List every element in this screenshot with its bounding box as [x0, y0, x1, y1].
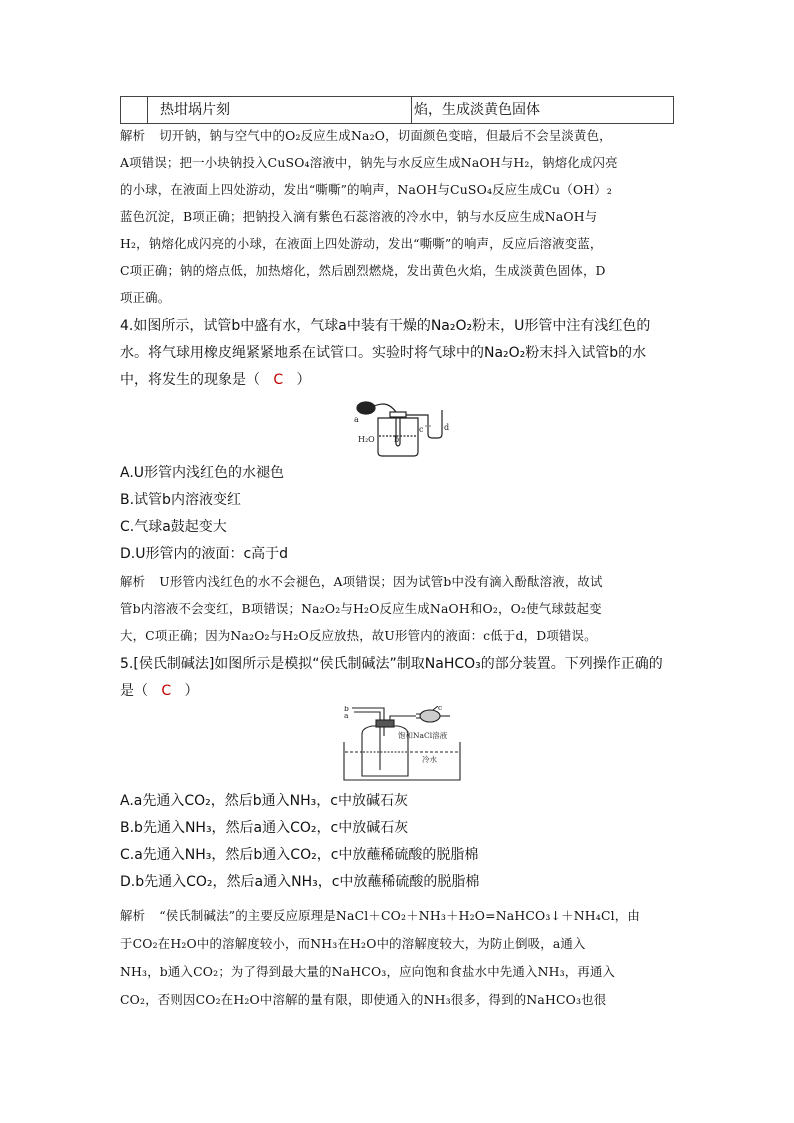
explanation-line: 解析 “侯氏制碱法”的主要反应原理是NaCl＋CO₂＋NH₃＋H₂O=NaHCO₃↓＋NH₄Cl，由 [120, 908, 640, 923]
answer-letter: C [161, 683, 172, 699]
answer-letter: C [273, 372, 284, 388]
explanation-line: H₂，钠熔化成闪亮的小球，在液面上四处游动，发出“嘶嘶”的响声，反应后溶液变蓝， [120, 236, 603, 251]
explanation-line: 的小球，在液面上四处游动，发出“嘶嘶”的响声，NaOH与CuSO₄反应生成Cu（OH）₂ [120, 182, 613, 197]
balloon-shape [357, 402, 375, 414]
explanation-label: 解析 [120, 128, 146, 143]
label-a: a [344, 711, 349, 720]
option: A.a先通入CO₂，然后b通入NH₃，c中放碱石灰 [120, 793, 408, 809]
hou-process-apparatus-figure [338, 706, 466, 784]
label-d: d [444, 423, 450, 432]
option: C.a先通入NH₃，然后b通入CO₂，c中放蘸稀硫酸的脱脂棉 [120, 847, 479, 863]
explanation-line: CO₂，否则因CO₂在H₂O中溶解的量有限，即使通入的NH₃很多，得到的NaHCO₃也很 [120, 992, 607, 1007]
explanation-line: C项正确；钠的熔点低，加热熔化，然后剧烈燃烧，发出黄色火焰，生成淡黄色固体，D [120, 263, 606, 278]
question-stem: 水。将气球用橡皮绳紧紧地系在试管口。实验时将气球中的Na₂O₂粉末抖入试管b的水 [120, 345, 647, 361]
table-row [120, 96, 674, 124]
explanation-line: 管b内溶液不会变红，B项错误；Na₂O₂与H₂O反应生成NaOH和O₂，O₂使气球鼓起变 [120, 601, 602, 616]
explanation-label: 解析 [120, 574, 146, 589]
explanation-line: 于CO₂在H₂O中的溶解度较小，而NH₃在H₂O中的溶解度较大，为防止倒吸，a通入 [120, 936, 586, 951]
option: D.b先通入CO₂，然后a通入NH₃，c中放蘸稀硫酸的脱脂棉 [120, 874, 480, 890]
table-cell-procedure: 热坩埚片刻 [148, 97, 412, 123]
explanation-line: NH₃，b通入CO₂；为了得到最大量的NaHCO₃，应向饱和食盐水中先通入NH₃，再通入 [120, 964, 616, 979]
label-cold-water: 冷水 [422, 755, 437, 764]
question-stem: 4.如图所示，试管b中盛有水，气球a中装有干燥的Na₂O₂粉末，U形管中注有浅红色的 [120, 318, 651, 334]
table-cell-phenomenon: 焰，生成淡黄色固体 [414, 102, 540, 118]
label-saturated-nacl: 饱和NaCl溶液 [398, 731, 448, 740]
option: B.试管b内溶液变红 [120, 492, 241, 508]
label-a: a [354, 415, 359, 424]
explanation-line: A项错误；把一小块钠投入CuSO₄溶液中，钠先与水反应生成NaOH与H₂，钠熔化成闪亮 [120, 155, 618, 170]
explanation-line: 项正确。 [120, 290, 171, 305]
question-stem: 是（ C ） [120, 683, 199, 699]
label-h2o: H₂O [358, 435, 375, 444]
option: C.气球a鼓起变大 [120, 519, 227, 535]
label-b: b [394, 435, 400, 444]
explanation-line: 大，C项正确；因为Na₂O₂与H₂O反应放热，故U形管内的液面：c低于d，D项错误。 [120, 628, 597, 643]
explanation-line: 解析 U形管内浅红色的水不会褪色，A项错误；因为试管b中没有滴入酚酞溶液，故试 [120, 574, 603, 589]
option: B.b先通入NH₃，然后a通入CO₂，c中放碱石灰 [120, 820, 409, 836]
table-cell-empty [121, 97, 148, 123]
option: A.U形管内浅红色的水褪色 [120, 465, 285, 481]
explanation-line: 解析 切开钠，钠与空气中的O₂反应生成Na₂O，切面颜色变暗，但最后不会呈淡黄色， [120, 128, 612, 143]
label-c: c [419, 425, 424, 434]
balloon-tube-apparatus-figure [350, 396, 450, 458]
question-stem: 5.[侯氏制碱法]如图所示是模拟“侯氏制碱法”制取NaHCO₃的部分装置。下列操作正确的 [120, 656, 663, 672]
option: D.U形管内的液面：c高于d [120, 546, 289, 562]
explanation-label: 解析 [120, 908, 146, 923]
label-c: c [438, 706, 443, 712]
question-stem: 中，将发生的现象是（ C ） [120, 372, 311, 388]
explanation-line: 蓝色沉淀，B项正确；把钠投入滴有紫色石蕊溶液的冷水中，钠与水反应生成NaOH与 [120, 209, 598, 224]
label-b: b [344, 706, 349, 713]
